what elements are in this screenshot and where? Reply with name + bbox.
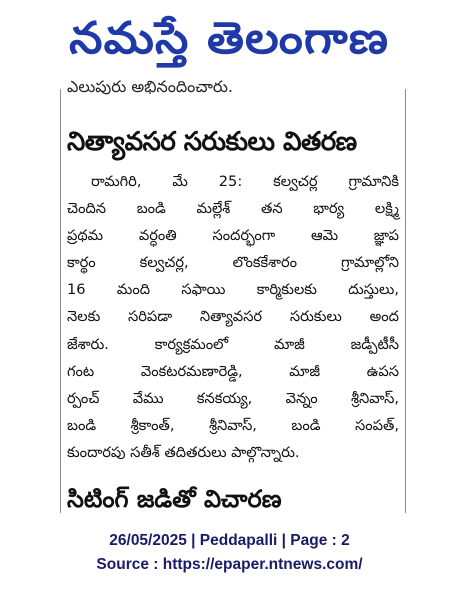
body-line: నెలకు సరిపడా నిత్యావసర సరుకులు అంద <box>67 308 399 326</box>
article-body <box>67 168 399 466</box>
source-link[interactable]: Source : https://epaper.ntnews.com/ <box>96 556 363 573</box>
body-line: జేశారు. కార్యక్రమంలో మాజీ జడ్పీటీసీ <box>67 335 399 353</box>
edition-info: 26/05/2025 | Peddapalli | Page : 2 <box>109 532 350 549</box>
body-line: గంట వెంకటరమణారెడ్డి, మాజీ ఉపస <box>67 362 399 380</box>
next-article-headline: సిటింగ్ జడితో విచారణ <box>67 485 282 513</box>
body-line: చెందిన బండి మల్లేశ్ తన భార్య లక్ష్మి <box>67 200 399 218</box>
article-headline: నిత్యావసర సరుకులు వితరణ <box>67 127 357 157</box>
newspaper-logo: నమస్తే తెలంగాణ <box>69 13 390 64</box>
cut-off-text-line: ఎలుపురు అభినందించారు. <box>67 77 233 96</box>
body-line: 16 మంది సఫాయి కార్మికులకు దుస్తులు, <box>67 281 399 299</box>
body-line: కార్థం కల్వచర్ల, లొంకకేశారం గ్రామాల్లోని <box>67 254 399 272</box>
masthead <box>0 0 459 88</box>
body-line: ర్పంచ్ వేము కనకయ్య, వెన్నం శ్రీనివాస్, <box>67 389 399 407</box>
body-line: రామగిరి, మే 25: కల్వచర్ల గ్రామానికి <box>91 173 399 190</box>
body-line: ప్రథమ వర్ధంతి సందర్భంగా ఆమె జ్ఞాప <box>67 227 399 245</box>
article-clipping <box>60 77 406 513</box>
body-line: బండి శ్రీకాంత్, శ్రీనివాస్, బండి సంపత్, <box>67 416 399 434</box>
body-line: కుందారపు సతీశ్ తదితరులు పాల్గొన్నారు. <box>67 443 300 461</box>
